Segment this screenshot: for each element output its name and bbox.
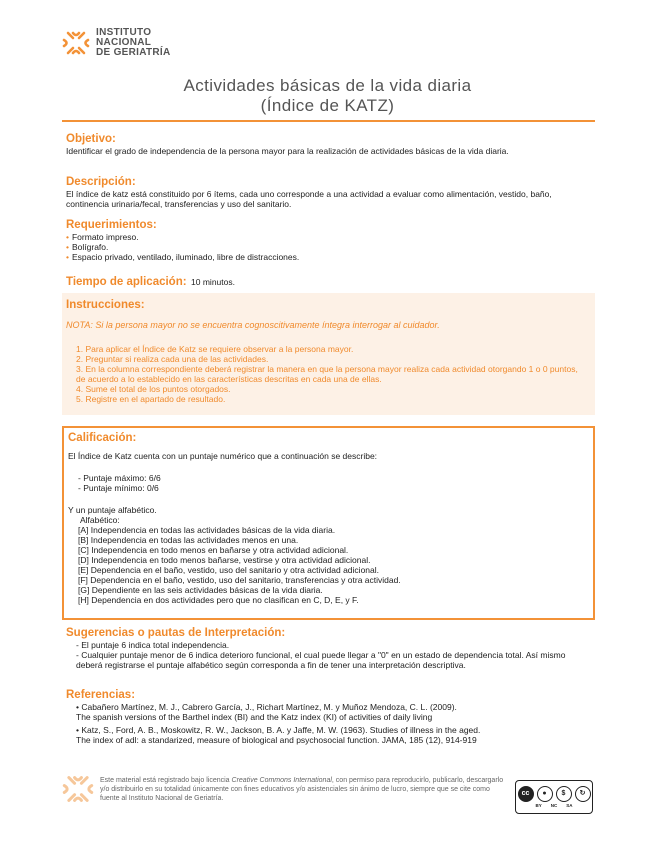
descripcion-text: El índice de katz está constituido por 6 ítems, cada uno corresponde a una actividad a evaluar como alimentación, vestido, baño, continencia urinaria/fecal, transferencias y uso del sanitario. [66, 189, 552, 209]
objetivo-section [66, 133, 586, 156]
list-item: [E] Dependencia en el baño, vestido, uso del sanitario y otra actividad adicional. [78, 565, 379, 575]
footer-logo-icon [62, 773, 94, 805]
descripcion-section [66, 176, 586, 209]
cc-label-sa: SA [566, 803, 573, 808]
list-item: [F] Dependencia en el baño, vestido, uso del sanitario, transferencias y otra actividad. [78, 575, 401, 585]
logo-line-1: INSTITUTO [96, 27, 152, 38]
creative-commons-badge [515, 780, 593, 814]
logo [62, 28, 171, 58]
noncommercial-icon: $ [556, 786, 572, 802]
cc-label-by: BY [535, 803, 542, 808]
reference-line: The index of adl: a standarized, measure of biological and psychosocial function. JAMA, 185 (12), 914-919 [76, 735, 477, 745]
reference-item [66, 725, 586, 745]
objetivo-text: Identificar el grado de independencia de la persona mayor para la realización de actividades básicas de la vida diaria. [66, 146, 509, 156]
reference-item [66, 702, 586, 722]
instrucciones-panel [62, 293, 595, 415]
list-item: 4. Sume el total de los puntos otorgados. [76, 384, 231, 394]
instrucciones-steps [76, 344, 581, 404]
logo-text [96, 28, 171, 58]
logo-line-2: NACIONAL [96, 37, 152, 48]
calificacion-alpha-intro: Y un puntaje alfabético. [68, 505, 157, 515]
page-title-line-2: (Índice de KATZ) [260, 96, 395, 115]
list-item: • Espacio privado, ventilado, iluminado, libre de distracciones. [66, 252, 586, 262]
calificacion-heading: Calificación: [68, 432, 137, 444]
reference-line: • Katz, S., Ford, A. B., Moskowitz, R. W., Jackson, B. A. y Jaffe, M. W. (1963). Studies of illness in the aged. [76, 725, 481, 735]
requerimientos-heading: Requerimientos: [66, 219, 157, 231]
tiempo-section [66, 272, 586, 290]
reference-line: The spanish versions of the Barthel index (BI) and the Katz index (KI) of activities of daily living [76, 712, 433, 722]
list-item: • Formato impreso. [66, 232, 586, 242]
license-name: Creative Commons International [231, 777, 332, 784]
calificacion-max: - Puntaje máximo: 6/6 [78, 473, 161, 483]
requerimientos-list [66, 232, 586, 262]
calificacion-alpha-label: Alfabético: [80, 515, 120, 525]
list-item: - Cualquier puntaje menor de 6 indica deterioro funcional, el cual puede llegar a "0" en un estado de dependencia total. Así mismo deberá registrarse el puntaje alfabético según corresponda a fin de tener una interpretación descriptiva. [76, 650, 566, 670]
reference-line: • Cabañero Martínez, M. J., Cabrero García, J., Richart Martínez, M. y Muñoz Mendoza, C. L. (2009). [76, 702, 457, 712]
page-title-line-1: Actividades básicas de la vida diaria [183, 76, 472, 95]
attribution-icon: ● [537, 786, 553, 802]
requerimientos-section [66, 219, 586, 262]
list-item: 2. Preguntar si realiza cada una de las actividades. [76, 354, 269, 364]
license-text-end: , con permiso para reproducirlo, publicarlo, descargarlo y/o distribuirlo en su totalidad únicamente con fines educativos y/o asistenciales sin ánimo de lucro, siempre que se cite como fuente al Instituto Nacional de Geriatría. [100, 777, 504, 802]
sugerencias-heading: Sugerencias o pautas de Interpretación: [66, 627, 286, 639]
list-item: [B] Independencia en todas las actividades menos en una. [78, 535, 299, 545]
calificacion-min: - Puntaje mínimo: 0/6 [78, 483, 159, 493]
list-item: 1. Para aplicar el Índice de Katz se requiere observar a la persona mayor. [76, 344, 354, 354]
list-item: [C] Independencia en todo menos en bañarse y otra actividad adicional. [78, 545, 349, 555]
referencias-section [66, 689, 586, 745]
objetivo-heading: Objetivo: [66, 133, 116, 145]
sharealike-icon: ↻ [575, 786, 591, 802]
calificacion-intro: El Índice de Katz cuenta con un puntaje numérico que a continuación se describe: [68, 451, 378, 461]
list-item: [G] Dependiente en las seis actividades básicas de la vida diaria. [78, 585, 323, 595]
referencias-heading: Referencias: [66, 689, 136, 701]
descripcion-heading: Descripción: [66, 176, 136, 188]
tiempo-value: 10 minutos. [191, 277, 235, 287]
logo-line-3: DE GERIATRÍA [96, 47, 171, 58]
list-item: [D] Independencia en todo menos bañarse, vestirse y otra actividad adicional. [78, 555, 371, 565]
sugerencias-section [66, 627, 586, 670]
calificacion-box [62, 426, 595, 620]
list-item: 3. En la columna correspondiente deberá registrar la manera en que la persona mayor realiza cada actividad otorgando 1 o 0 puntos, de acuerdo a lo establecido en las características descritas en cada una de ellas. [76, 364, 578, 384]
list-item: • Bolígrafo. [66, 242, 586, 252]
list-item: [H] Dependencia en dos actividades pero que no clasifican en C, D, E, y F. [78, 595, 359, 605]
page-title [0, 76, 655, 116]
cc-label-nc: NC [550, 803, 558, 808]
instrucciones-note: NOTA: Si la persona mayor no se encuentra cognoscitivamente íntegra interrogar al cuidador. [66, 320, 440, 330]
tiempo-heading: Tiempo de aplicación: [66, 276, 187, 288]
title-divider [62, 120, 595, 122]
list-item: [A] Independencia en todas las actividades básicas de la vida diaria. [78, 525, 336, 535]
cc-icon: cc [518, 786, 534, 802]
list-item: - El puntaje 6 indica total independencia. [76, 640, 230, 650]
instrucciones-heading: Instrucciones: [66, 299, 145, 311]
license-text [100, 776, 505, 803]
institute-logo-icon [62, 29, 90, 57]
list-item: 5. Registre en el apartado de resultado. [76, 394, 226, 404]
license-text-start: Este material está registrado bajo licencia [100, 777, 232, 784]
